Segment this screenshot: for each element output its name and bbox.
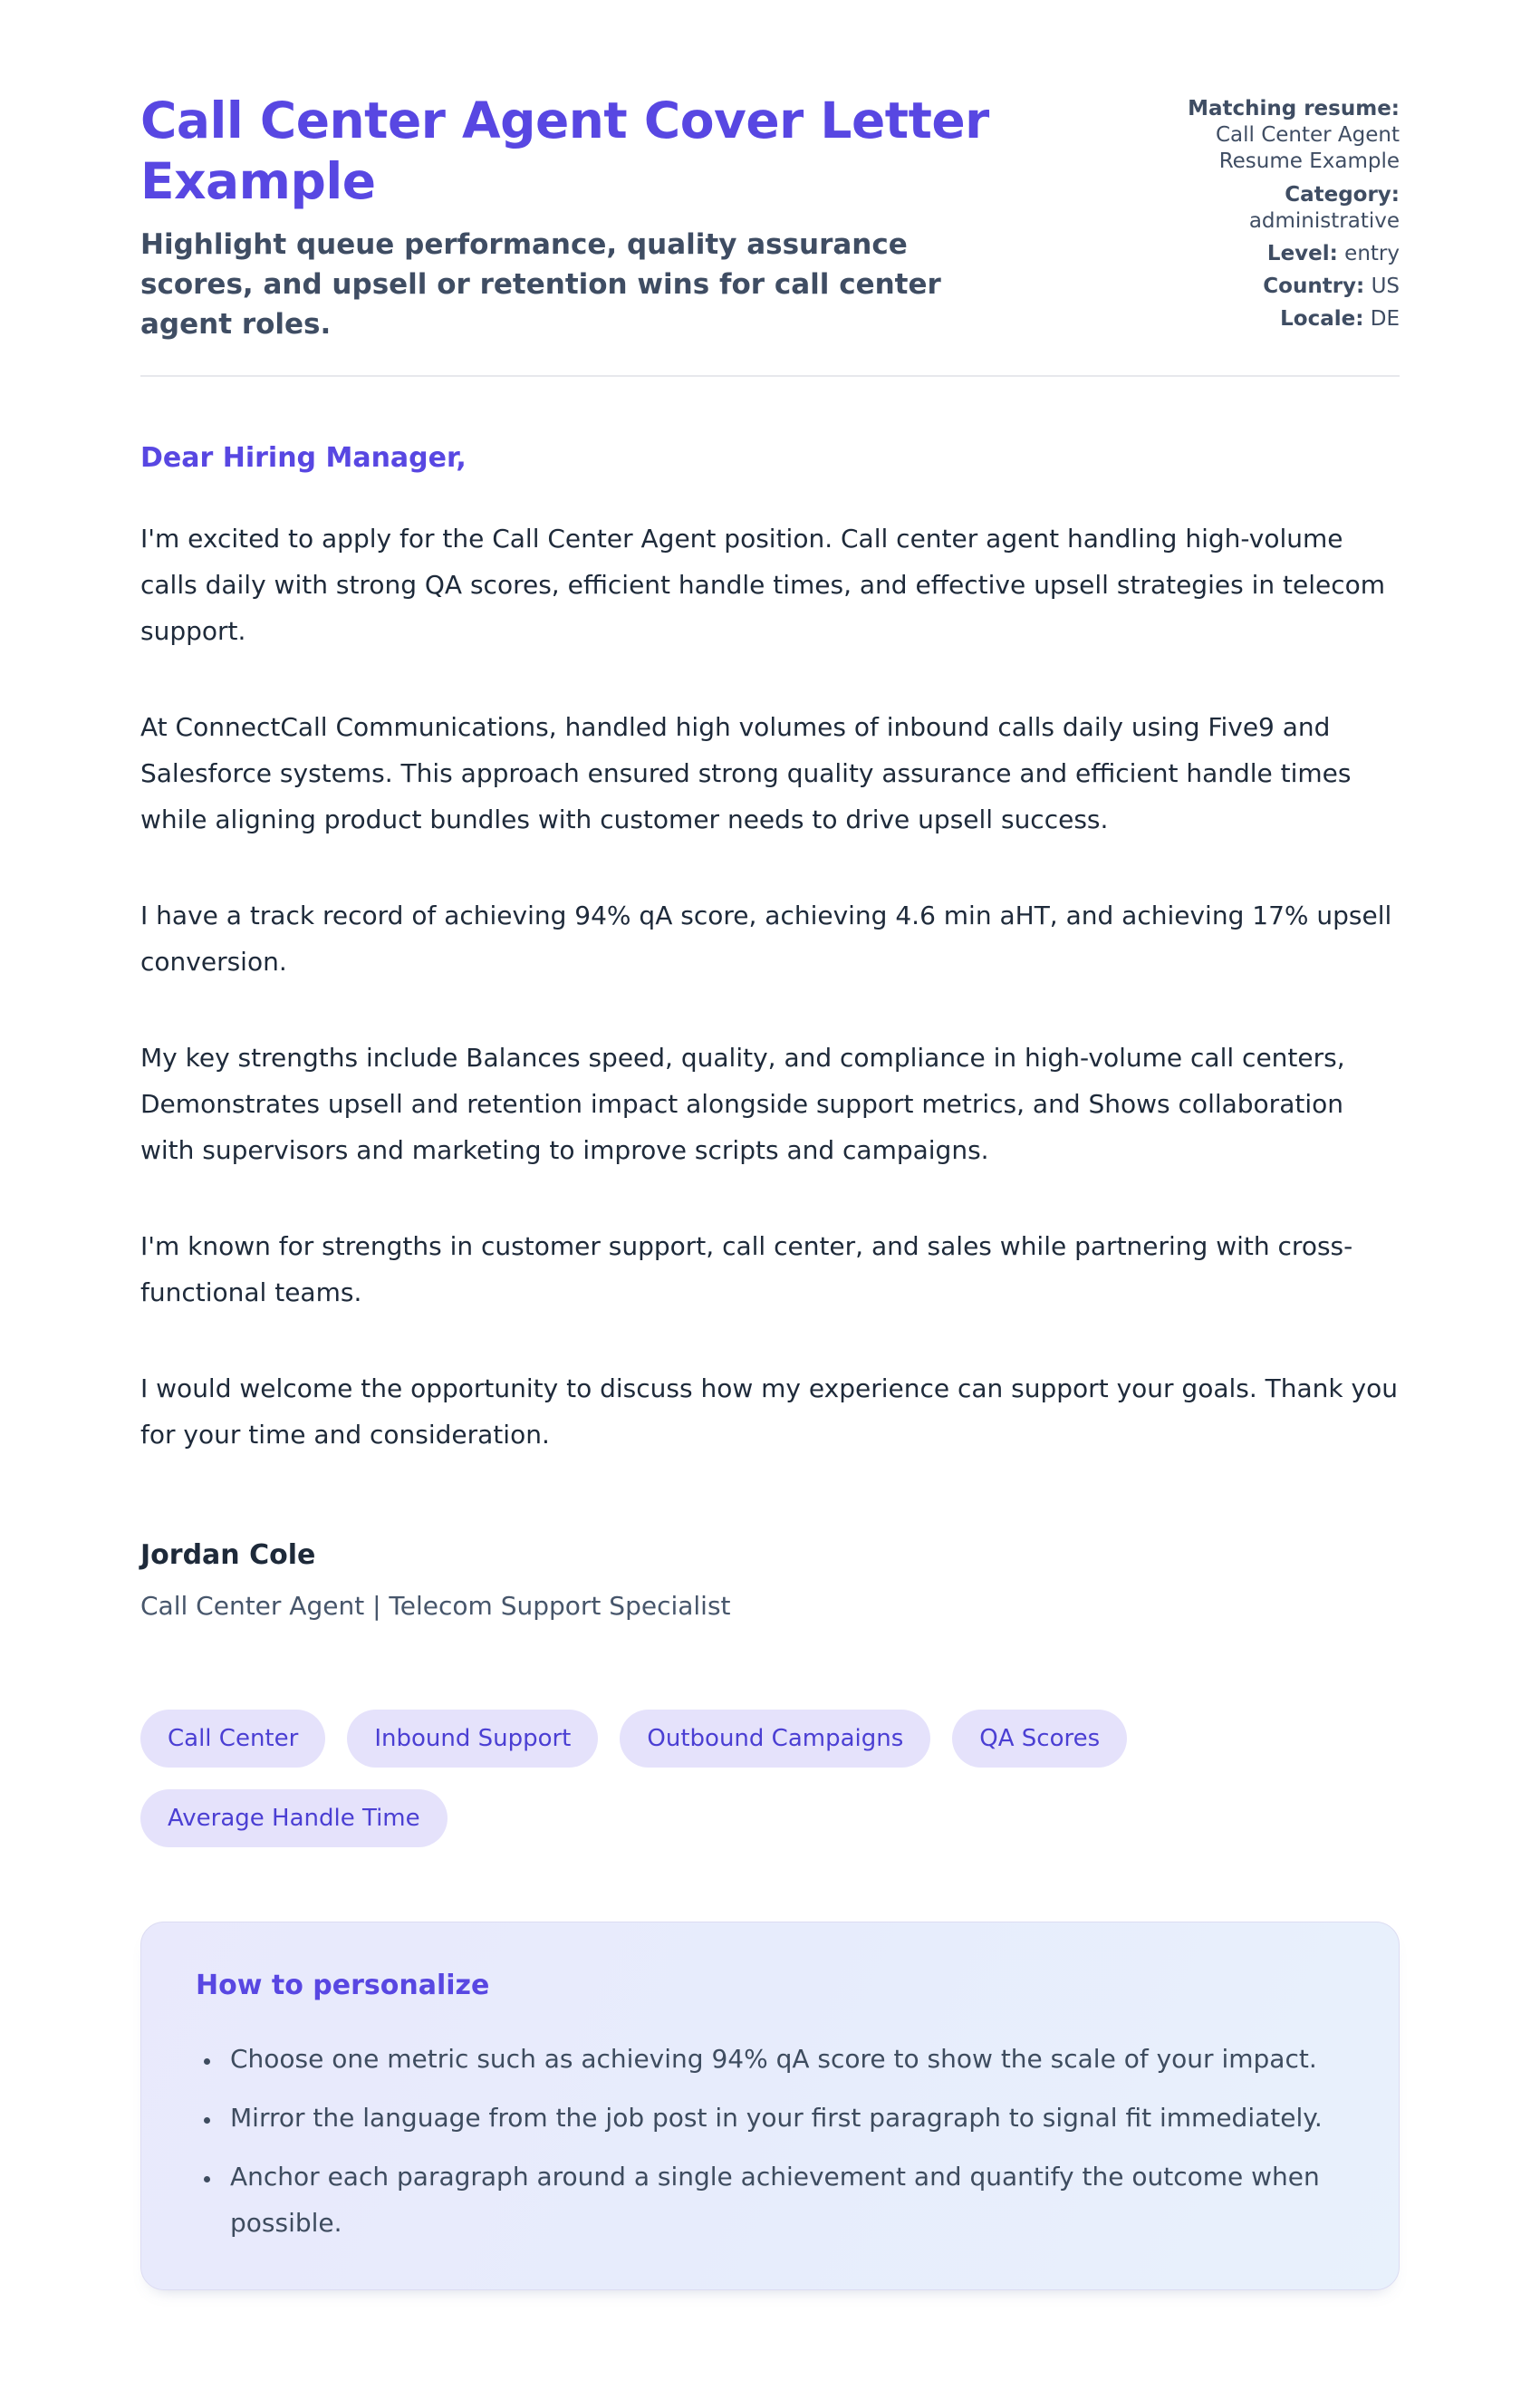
tip-item: • Mirror the language from the job post in your first paragraph to signal fit immediately. xyxy=(223,2095,1344,2141)
meta-value: US xyxy=(1371,275,1400,299)
header-divider xyxy=(140,375,1400,377)
meta-value: entry xyxy=(1344,242,1400,266)
tag-inbound-support: Inbound Support xyxy=(347,1710,598,1768)
header-title-block xyxy=(140,91,1055,344)
meta-label: Category: xyxy=(1285,182,1400,207)
page-subtitle: Highlight queue performance, quality assurance scores, and upsell or retention wins for call center agent roles. xyxy=(140,228,941,342)
meta-label: Matching resume: xyxy=(1188,97,1400,120)
letter-paragraph: At ConnectCall Communications, handled high volumes of inbound calls daily using Five9 and Salesforce systems. This approach ensured strong quality assurance and efficient handle times while aligning product bundles with customer needs to drive upsell success. xyxy=(140,712,1352,835)
tips-title: How to personalize xyxy=(196,1970,490,2002)
meta-item-level xyxy=(1146,241,1400,267)
meta-item-matching-resume xyxy=(1146,96,1400,176)
tag-average-handle-time: Average Handle Time xyxy=(140,1789,448,1847)
meta-value: Call Center Agent Resume Example xyxy=(1215,123,1400,174)
letter-paragraph: I'm excited to apply for the Call Center Agent position. Call center agent handling high-volume calls daily with strong QA scores, efficient handle times, and effective upsell strategies in telecom support. xyxy=(140,524,1386,647)
meta-label: Level: xyxy=(1266,242,1338,266)
salutation: Dear Hiring Manager, xyxy=(140,442,467,475)
tag-qa-scores: QA Scores xyxy=(952,1710,1127,1768)
meta-item-country xyxy=(1146,274,1400,300)
tips-list xyxy=(179,2036,1344,2246)
page-header xyxy=(140,91,1400,344)
meta-value: DE xyxy=(1370,307,1400,332)
meta-item-category xyxy=(1146,182,1400,235)
tag-call-center: Call Center xyxy=(140,1710,325,1768)
letter-paragraph: My key strengths include Balances speed, quality, and compliance in high-volume call centers, Demonstrates upsell and retention impact alongside support metrics, and Shows collaboration with supervisors and marketing to improve scripts and campaigns. xyxy=(140,1043,1345,1166)
signature-name: Jordan Cole xyxy=(140,1539,316,1572)
meta-item-locale xyxy=(1146,306,1400,332)
cover-letter-body xyxy=(140,442,1400,1621)
meta-panel xyxy=(1146,91,1400,344)
meta-label: Locale: xyxy=(1280,307,1364,332)
signature-role: Call Center Agent | Telecom Support Specialist xyxy=(140,1591,731,1622)
letter-paragraph: I would welcome the opportunity to discuss how my experience can support your goals. Thank you for your time and consideration. xyxy=(140,1373,1398,1450)
tag-list xyxy=(140,1710,1400,1847)
letter-paragraph: I have a track record of achieving 94% qA score, achieving 4.6 min aHT, and achieving 17% upsell conversion. xyxy=(140,901,1392,978)
page-title: Call Center Agent Cover Letter Example xyxy=(140,92,989,211)
letter-paragraph: I'm known for strengths in customer support, call center, and sales while partnering with cross-functional teams. xyxy=(140,1231,1353,1308)
tip-item: • Anchor each paragraph around a single achievement and quantify the outcome when possible. xyxy=(223,2153,1344,2246)
meta-value: administrative xyxy=(1248,208,1400,233)
tip-item: • Choose one metric such as achieving 94% qA score to show the scale of your impact. xyxy=(223,2036,1344,2082)
personalization-tips-box xyxy=(140,1922,1400,2290)
tag-outbound-campaigns: Outbound Campaigns xyxy=(620,1710,930,1768)
meta-label: Country: xyxy=(1263,275,1365,299)
